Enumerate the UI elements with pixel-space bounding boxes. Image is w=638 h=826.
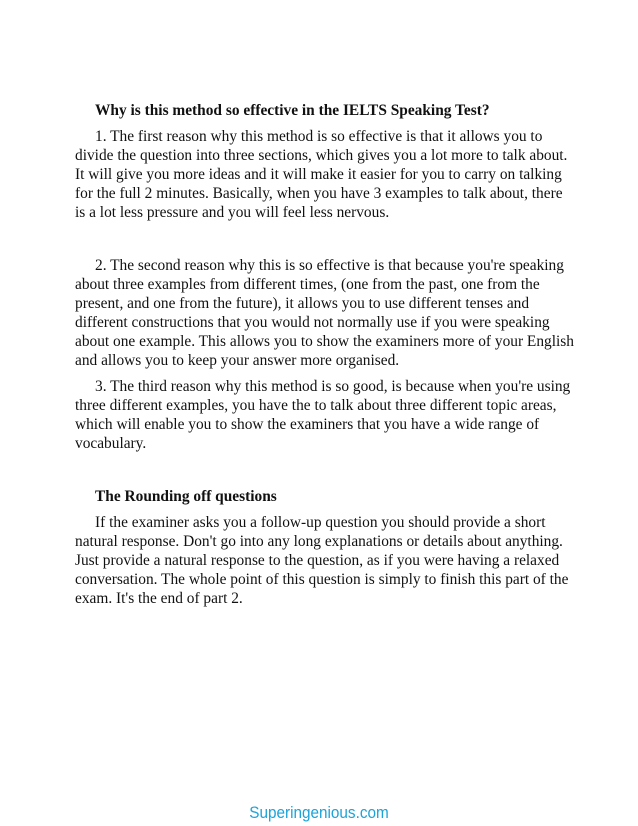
document-body bbox=[75, 101, 575, 608]
section-heading-rounding-off: The Rounding off questions bbox=[95, 488, 277, 505]
section-heading-method-effective: Why is this method so effective in the IELTS Speaking Test? bbox=[95, 102, 490, 119]
footer-brand-link[interactable]: Superingenious.com bbox=[249, 803, 389, 822]
paragraph-reason-1: 1. The first reason why this method is so effective is that it allows you to divide the question into three sections, which gives you a lot more to talk about. It will give you more ideas and it will make it easier for you to carry on talking for the full 2 minutes. Basically, when you have 3 examples to talk about, there is a lot less pressure and you will feel less nervous. bbox=[75, 128, 568, 221]
paragraph-spacer bbox=[75, 222, 575, 256]
paragraph-spacer bbox=[75, 370, 575, 377]
paragraph-reason-3: 3. The third reason why this method is so good, is because when you're using three different examples, you have the to talk about three different topic areas, which will enable you to show the examiners that you have a wide range of vocabulary. bbox=[75, 378, 571, 452]
paragraph-reason-2: 2. The second reason why this is so effective is that because you're speaking about three examples from different times, (one from the past, one from the present, and one from the future), it allows you to use different tenses and different constructions that you would not normally use if you were speaking about one example. This allows you to show the examiners more of your English and allows you to keep your answer more organised. bbox=[75, 257, 574, 369]
paragraph-rounding-off: If the examiner asks you a follow-up question you should provide a short natural response. Don't go into any long explanations or details about anything. Just provide a natural response to the question, as if you were having a relaxed conversation. The whole point of this question is simply to finish this part of the exam. It's the end of part 2. bbox=[75, 514, 569, 607]
section-spacer bbox=[75, 453, 575, 487]
